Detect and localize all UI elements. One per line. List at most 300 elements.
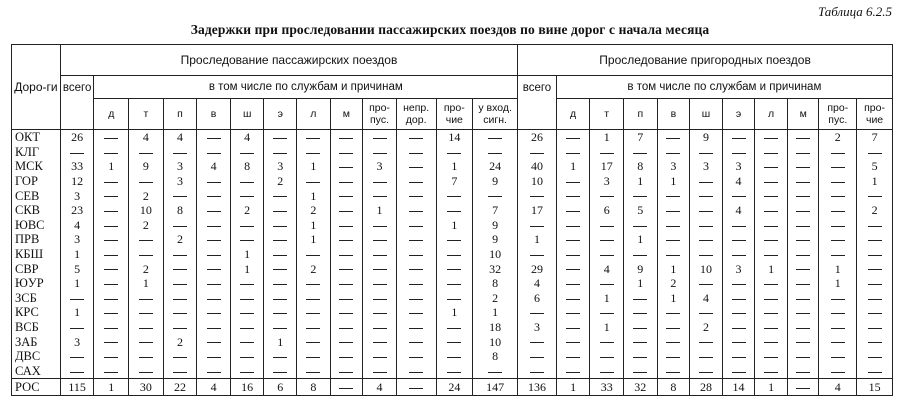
data-cell bbox=[94, 232, 129, 247]
data-cell bbox=[197, 261, 231, 276]
dash-mark bbox=[732, 240, 746, 241]
data-cell: 8 bbox=[624, 159, 658, 174]
suburban-total-header: всего bbox=[518, 76, 557, 130]
data-cell bbox=[230, 320, 264, 335]
dash-mark bbox=[600, 255, 614, 256]
data-cell: 2 bbox=[657, 276, 690, 291]
data-cell: 29 bbox=[518, 261, 557, 276]
data-cell: 7 bbox=[624, 130, 658, 145]
data-cell bbox=[473, 364, 518, 379]
data-cell bbox=[787, 291, 819, 306]
dash-mark bbox=[207, 357, 221, 358]
passenger-service-col-header: про-пус. bbox=[363, 99, 397, 130]
data-cell: 9 bbox=[129, 159, 164, 174]
data-cell: 10 bbox=[690, 261, 723, 276]
data-cell: 2 bbox=[129, 261, 164, 276]
dash-mark bbox=[831, 240, 845, 241]
data-cell bbox=[722, 334, 755, 349]
dash-mark bbox=[633, 328, 647, 329]
data-cell bbox=[857, 188, 893, 203]
data-cell bbox=[755, 334, 788, 349]
data-cell: 8 bbox=[230, 159, 264, 174]
dash-mark bbox=[447, 196, 461, 197]
suburban-services-header: в том числе по службам и причинам bbox=[556, 76, 892, 99]
passenger-service-col-header: м bbox=[330, 99, 363, 130]
data-cell bbox=[787, 334, 819, 349]
data-cell bbox=[330, 203, 363, 218]
data-cell bbox=[624, 247, 658, 262]
data-cell: 1 bbox=[94, 159, 129, 174]
data-cell: 3 bbox=[518, 320, 557, 335]
data-cell bbox=[787, 218, 819, 233]
dash-mark bbox=[796, 388, 810, 389]
dash-mark bbox=[409, 167, 423, 168]
dash-mark bbox=[273, 226, 287, 227]
road-code: МСК bbox=[12, 159, 61, 174]
dash-mark bbox=[530, 153, 544, 154]
data-cell bbox=[230, 232, 264, 247]
dash-mark bbox=[70, 372, 84, 373]
dash-mark bbox=[306, 153, 320, 154]
data-cell: 2 bbox=[129, 218, 164, 233]
data-cell: 9 bbox=[473, 218, 518, 233]
data-cell: 1 bbox=[590, 130, 624, 145]
data-cell bbox=[518, 334, 557, 349]
dash-mark bbox=[600, 284, 614, 285]
data-cell: 1 bbox=[590, 320, 624, 335]
data-cell bbox=[556, 334, 590, 349]
data-cell bbox=[230, 188, 264, 203]
data-cell bbox=[396, 218, 436, 233]
data-cell: 8 bbox=[657, 379, 690, 396]
dash-mark bbox=[764, 211, 778, 212]
table-row bbox=[12, 364, 893, 379]
table-row bbox=[12, 334, 893, 349]
data-cell bbox=[264, 305, 297, 320]
dash-mark bbox=[566, 269, 580, 270]
data-cell: 2 bbox=[690, 320, 723, 335]
dash-mark bbox=[666, 211, 680, 212]
data-cell: 1 bbox=[657, 261, 690, 276]
data-cell bbox=[197, 276, 231, 291]
data-cell bbox=[230, 305, 264, 320]
dash-mark bbox=[566, 182, 580, 183]
data-cell bbox=[436, 334, 473, 349]
dash-mark bbox=[104, 255, 118, 256]
data-cell bbox=[94, 334, 129, 349]
data-cell bbox=[624, 334, 658, 349]
dash-mark bbox=[699, 372, 713, 373]
data-cell bbox=[722, 349, 755, 364]
dash-mark bbox=[488, 372, 502, 373]
data-cell bbox=[722, 232, 755, 247]
dash-mark bbox=[732, 255, 746, 256]
data-cell: 12 bbox=[60, 174, 94, 189]
data-cell bbox=[297, 291, 331, 306]
dash-mark bbox=[796, 255, 810, 256]
dash-mark bbox=[530, 372, 544, 373]
data-cell bbox=[787, 145, 819, 160]
dash-mark bbox=[666, 138, 680, 139]
data-cell: 1 bbox=[297, 188, 331, 203]
table-row bbox=[12, 188, 893, 203]
data-cell bbox=[330, 174, 363, 189]
dash-mark bbox=[488, 138, 502, 139]
dash-mark bbox=[207, 299, 221, 300]
dash-mark bbox=[566, 240, 580, 241]
dash-mark bbox=[240, 328, 254, 329]
dash-mark bbox=[868, 299, 882, 300]
dash-mark bbox=[240, 240, 254, 241]
suburban-service-col-header: в bbox=[657, 99, 690, 130]
data-cell bbox=[657, 320, 690, 335]
dash-mark bbox=[566, 196, 580, 197]
dash-mark bbox=[868, 196, 882, 197]
dash-mark bbox=[600, 226, 614, 227]
data-cell: 1 bbox=[819, 276, 857, 291]
dash-mark bbox=[447, 255, 461, 256]
data-cell bbox=[590, 232, 624, 247]
dash-mark bbox=[566, 342, 580, 343]
data-cell: 1 bbox=[624, 232, 658, 247]
data-cell bbox=[857, 364, 893, 379]
data-cell bbox=[197, 232, 231, 247]
data-cell bbox=[787, 174, 819, 189]
data-cell bbox=[436, 276, 473, 291]
delays-table bbox=[11, 44, 893, 396]
data-cell bbox=[197, 247, 231, 262]
data-cell: 1 bbox=[60, 247, 94, 262]
data-cell bbox=[755, 320, 788, 335]
data-cell bbox=[436, 364, 473, 379]
data-cell bbox=[396, 276, 436, 291]
table-row bbox=[12, 232, 893, 247]
data-cell: 8 bbox=[473, 276, 518, 291]
data-cell bbox=[129, 145, 164, 160]
dash-mark bbox=[796, 269, 810, 270]
dash-mark bbox=[409, 138, 423, 139]
data-cell bbox=[330, 334, 363, 349]
data-cell: 1 bbox=[436, 218, 473, 233]
dash-mark bbox=[409, 342, 423, 343]
data-cell bbox=[590, 188, 624, 203]
data-cell bbox=[518, 218, 557, 233]
dash-mark bbox=[273, 372, 287, 373]
data-cell bbox=[556, 291, 590, 306]
dash-mark bbox=[666, 255, 680, 256]
data-cell: 3 bbox=[163, 159, 197, 174]
dash-mark bbox=[409, 284, 423, 285]
data-cell: 18 bbox=[473, 320, 518, 335]
dash-mark bbox=[240, 342, 254, 343]
data-cell bbox=[396, 291, 436, 306]
dash-mark bbox=[240, 284, 254, 285]
data-cell: 5 bbox=[60, 261, 94, 276]
data-cell bbox=[755, 291, 788, 306]
dash-mark bbox=[633, 342, 647, 343]
table-row bbox=[12, 379, 893, 396]
data-cell bbox=[197, 188, 231, 203]
dash-mark bbox=[732, 328, 746, 329]
data-cell bbox=[857, 261, 893, 276]
dash-mark bbox=[173, 372, 187, 373]
passenger-service-col-header: л bbox=[297, 99, 331, 130]
passenger-group-header: Проследование пассажирских поездов bbox=[60, 45, 517, 76]
data-cell bbox=[857, 247, 893, 262]
dash-mark bbox=[373, 240, 387, 241]
data-cell: 3 bbox=[657, 159, 690, 174]
dash-mark bbox=[447, 342, 461, 343]
road-code: ПРВ bbox=[12, 232, 61, 247]
dash-mark bbox=[104, 328, 118, 329]
data-cell bbox=[819, 364, 857, 379]
data-cell bbox=[722, 130, 755, 145]
dash-mark bbox=[273, 313, 287, 314]
data-cell bbox=[264, 276, 297, 291]
dash-mark bbox=[530, 255, 544, 256]
dash-mark bbox=[732, 196, 746, 197]
dash-mark bbox=[139, 313, 153, 314]
data-cell bbox=[197, 174, 231, 189]
dash-mark bbox=[373, 153, 387, 154]
data-cell bbox=[330, 364, 363, 379]
data-cell bbox=[657, 145, 690, 160]
data-cell bbox=[436, 145, 473, 160]
data-cell: 17 bbox=[590, 159, 624, 174]
suburban-group-header: Проследование пригородных поездов bbox=[518, 45, 893, 76]
data-cell: 33 bbox=[590, 379, 624, 396]
data-cell bbox=[690, 203, 723, 218]
data-cell: 4 bbox=[690, 291, 723, 306]
dash-mark bbox=[764, 299, 778, 300]
dash-mark bbox=[409, 240, 423, 241]
dash-mark bbox=[173, 299, 187, 300]
dash-mark bbox=[104, 372, 118, 373]
suburban-service-col-header: м bbox=[787, 99, 819, 130]
dash-mark bbox=[868, 226, 882, 227]
data-cell: 9 bbox=[473, 232, 518, 247]
dash-mark bbox=[566, 138, 580, 139]
data-cell bbox=[129, 232, 164, 247]
data-cell bbox=[690, 349, 723, 364]
dash-mark bbox=[868, 269, 882, 270]
data-cell: 40 bbox=[518, 159, 557, 174]
dash-mark bbox=[339, 211, 353, 212]
dash-mark bbox=[139, 342, 153, 343]
dash-mark bbox=[173, 255, 187, 256]
data-cell bbox=[230, 145, 264, 160]
data-cell bbox=[518, 247, 557, 262]
data-cell bbox=[60, 349, 94, 364]
data-cell bbox=[363, 320, 397, 335]
data-cell: 1 bbox=[657, 174, 690, 189]
data-cell bbox=[396, 130, 436, 145]
data-cell bbox=[129, 247, 164, 262]
dash-mark bbox=[732, 357, 746, 358]
data-cell: 8 bbox=[163, 203, 197, 218]
data-cell bbox=[787, 203, 819, 218]
data-cell bbox=[129, 349, 164, 364]
data-cell bbox=[330, 320, 363, 335]
data-cell bbox=[363, 276, 397, 291]
dash-mark bbox=[139, 255, 153, 256]
data-cell bbox=[755, 247, 788, 262]
dash-mark bbox=[796, 153, 810, 154]
dash-mark bbox=[173, 313, 187, 314]
suburban-service-col-header: л bbox=[755, 99, 788, 130]
data-cell: 1 bbox=[473, 305, 518, 320]
data-cell: 1 bbox=[60, 276, 94, 291]
data-cell: 3 bbox=[722, 159, 755, 174]
table-row bbox=[12, 174, 893, 189]
table-row bbox=[12, 247, 893, 262]
data-cell bbox=[556, 188, 590, 203]
dash-mark bbox=[339, 255, 353, 256]
data-cell bbox=[163, 320, 197, 335]
dash-mark bbox=[764, 240, 778, 241]
dash-mark bbox=[339, 299, 353, 300]
dash-mark bbox=[104, 182, 118, 183]
data-cell bbox=[755, 145, 788, 160]
dash-mark bbox=[666, 196, 680, 197]
dash-mark bbox=[447, 153, 461, 154]
data-cell: 3 bbox=[264, 159, 297, 174]
data-cell bbox=[657, 203, 690, 218]
data-cell: 8 bbox=[473, 349, 518, 364]
data-cell bbox=[624, 218, 658, 233]
data-cell: 136 bbox=[518, 379, 557, 396]
dash-mark bbox=[273, 153, 287, 154]
data-cell: 17 bbox=[518, 203, 557, 218]
dash-mark bbox=[699, 226, 713, 227]
table-row bbox=[12, 130, 893, 145]
dash-mark bbox=[831, 372, 845, 373]
data-cell bbox=[624, 145, 658, 160]
dash-mark bbox=[633, 226, 647, 227]
data-cell bbox=[396, 305, 436, 320]
data-cell bbox=[163, 276, 197, 291]
passenger-service-col-header: д bbox=[94, 99, 129, 130]
dash-mark bbox=[530, 196, 544, 197]
data-cell bbox=[230, 218, 264, 233]
data-cell bbox=[556, 218, 590, 233]
data-cell: 4 bbox=[590, 261, 624, 276]
data-cell bbox=[787, 379, 819, 396]
table-row bbox=[12, 159, 893, 174]
data-cell bbox=[230, 291, 264, 306]
data-cell bbox=[330, 276, 363, 291]
dash-mark bbox=[600, 196, 614, 197]
data-cell: 1 bbox=[230, 247, 264, 262]
data-cell bbox=[297, 305, 331, 320]
dash-mark bbox=[530, 342, 544, 343]
data-cell bbox=[94, 247, 129, 262]
data-cell bbox=[129, 305, 164, 320]
dash-mark bbox=[207, 240, 221, 241]
dash-mark bbox=[600, 153, 614, 154]
data-cell bbox=[129, 334, 164, 349]
data-cell: 26 bbox=[518, 130, 557, 145]
data-cell: 32 bbox=[473, 261, 518, 276]
data-cell bbox=[297, 349, 331, 364]
table-row bbox=[12, 291, 893, 306]
dash-mark bbox=[566, 211, 580, 212]
data-cell: 2 bbox=[163, 334, 197, 349]
data-cell bbox=[436, 291, 473, 306]
dash-mark bbox=[240, 372, 254, 373]
dash-mark bbox=[732, 138, 746, 139]
dash-mark bbox=[796, 372, 810, 373]
dash-mark bbox=[409, 196, 423, 197]
data-cell bbox=[624, 291, 658, 306]
dash-mark bbox=[600, 372, 614, 373]
data-cell: 1 bbox=[436, 159, 473, 174]
dash-mark bbox=[207, 313, 221, 314]
data-cell bbox=[396, 203, 436, 218]
dash-mark bbox=[447, 299, 461, 300]
dash-mark bbox=[373, 284, 387, 285]
suburban-service-col-header: ш bbox=[690, 99, 723, 130]
data-cell: 1 bbox=[129, 276, 164, 291]
data-cell: 24 bbox=[473, 159, 518, 174]
dash-mark bbox=[447, 269, 461, 270]
dash-mark bbox=[273, 240, 287, 241]
dash-mark bbox=[831, 211, 845, 212]
data-cell: 4 bbox=[363, 379, 397, 396]
data-cell bbox=[436, 261, 473, 276]
data-cell bbox=[556, 364, 590, 379]
data-cell bbox=[657, 247, 690, 262]
data-cell: 15 bbox=[857, 379, 893, 396]
dash-mark bbox=[633, 299, 647, 300]
dash-mark bbox=[273, 196, 287, 197]
data-cell: 1 bbox=[556, 379, 590, 396]
suburban-service-col-header: про-пус. bbox=[819, 99, 857, 130]
dash-mark bbox=[566, 328, 580, 329]
dash-mark bbox=[339, 388, 353, 389]
dash-mark bbox=[339, 226, 353, 227]
data-cell bbox=[690, 232, 723, 247]
dash-mark bbox=[666, 328, 680, 329]
data-cell bbox=[755, 276, 788, 291]
passenger-service-col-header: про-чие bbox=[436, 99, 473, 130]
dash-mark bbox=[207, 196, 221, 197]
data-cell: 1 bbox=[518, 232, 557, 247]
dash-mark bbox=[764, 167, 778, 168]
suburban-service-col-header: про-чие bbox=[857, 99, 893, 130]
data-cell: 1 bbox=[857, 174, 893, 189]
dash-mark bbox=[306, 372, 320, 373]
data-cell bbox=[857, 276, 893, 291]
data-cell: 3 bbox=[363, 159, 397, 174]
data-cell bbox=[330, 291, 363, 306]
data-cell: 4 bbox=[230, 130, 264, 145]
dash-mark bbox=[207, 269, 221, 270]
dash-mark bbox=[139, 182, 153, 183]
data-cell bbox=[330, 218, 363, 233]
passenger-service-col-header: п bbox=[163, 99, 197, 130]
data-cell bbox=[264, 203, 297, 218]
dash-mark bbox=[207, 255, 221, 256]
dash-mark bbox=[104, 138, 118, 139]
data-cell bbox=[94, 130, 129, 145]
data-cell bbox=[230, 276, 264, 291]
dash-mark bbox=[70, 357, 84, 358]
data-cell bbox=[722, 320, 755, 335]
data-cell bbox=[787, 232, 819, 247]
table-row bbox=[12, 305, 893, 320]
data-cell bbox=[264, 349, 297, 364]
